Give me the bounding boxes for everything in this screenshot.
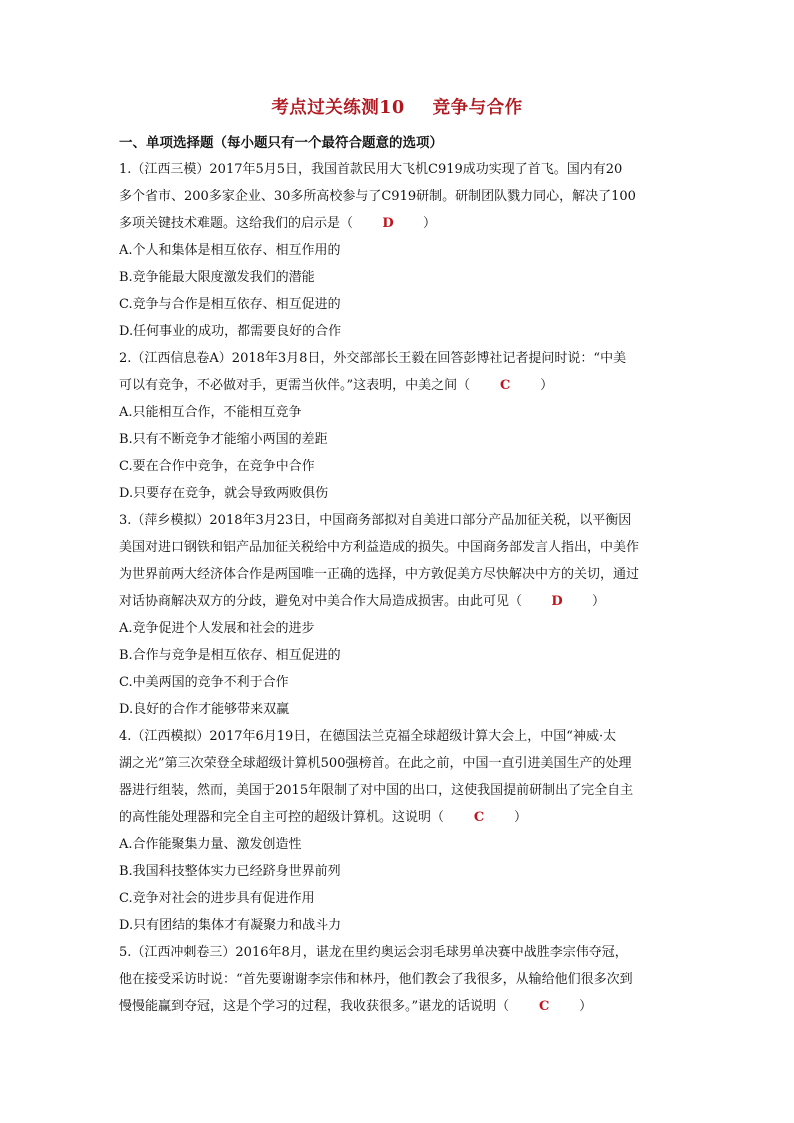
closing-paren: ） <box>540 378 554 393</box>
answer-mark: D <box>551 594 563 609</box>
question-list <box>119 156 681 1020</box>
question-stem-end <box>119 993 681 1020</box>
question-stem-line: 3.（萍乡模拟）2018年3月23日，中国商务部拟对自美进口部分产品加征关税，以平衡因 <box>119 513 632 528</box>
option-d: D.良好的合作才能够带来双赢 <box>119 702 290 717</box>
question-stem-end <box>119 372 681 399</box>
question-stem-line: 美国对进口钢铁和铝产品加征关税给中方利益造成的损失。中国商务部发言人指出，中美作 <box>119 540 640 555</box>
question-stem-line: 1.（江西三模）2017年5月5日，我国首款民用大飞机C919成功实现了首飞。国内有20 <box>119 162 623 177</box>
option-b: B.合作与竞争是相互依存、相互促进的 <box>119 648 341 663</box>
closing-paren: ） <box>423 216 437 231</box>
answer-mark: C <box>538 999 550 1014</box>
question-stem-line: 器进行组装，然而，美国于2015年限制了对中国的出口，这使我国提前研制出了完全自主 <box>119 783 634 798</box>
question-stem-line: 5.（江西冲刺卷三）2016年8月，谌龙在里约奥运会羽毛球男单决赛中战胜李宗伟夺冠， <box>119 945 628 960</box>
page-title-part1: 考点过关练测10 <box>271 98 405 118</box>
option-d: D.只要存在竞争，就会导致两败俱伤 <box>119 486 329 501</box>
question-stem-line: 湖之光”第三次荣登全球超级计算机500强榜首。在此之前，中国一直引进美国生产的处理 <box>119 756 632 771</box>
option-c: C.中美两国的竞争不利于合作 <box>119 675 289 690</box>
option-c: C.竞争对社会的进步具有促进作用 <box>119 891 315 906</box>
question-5 <box>119 939 681 1020</box>
option-d: D.只有团结的集体才有凝聚力和战斗力 <box>119 918 342 933</box>
option-b: B.只有不断竞争才能缩小两国的差距 <box>119 432 328 447</box>
option-a: A.个人和集体是相互依存、相互作用的 <box>119 243 341 258</box>
question-1 <box>119 156 681 345</box>
answer-mark: C <box>499 378 511 393</box>
option-b: B.竞争能最大限度激发我们的潜能 <box>119 270 315 285</box>
question-stem-line: 为世界前两大经济体合作是两国唯一正确的选择，中方敦促美方尽快解决中方的关切，通过 <box>119 567 640 582</box>
stem-text: 对话协商解决双方的分歧，避免对中美合作大局造成损害。由此可见（ <box>119 594 523 609</box>
stem-text: 多项关键技术难题。这给我们的启示是（ <box>119 216 354 231</box>
answer-mark: D <box>382 216 394 231</box>
option-c: C.竞争与合作是相互依存、相互促进的 <box>119 297 341 312</box>
question-stem-end <box>119 588 681 615</box>
stem-text: 慢慢能赢到夺冠，这是个学习的过程，我收获很多。”谌龙的话说明（ <box>119 999 510 1014</box>
question-2 <box>119 345 681 507</box>
page-title-part2: 竞争与合作 <box>432 98 523 118</box>
stem-text: 可以有竞争，不必做对手，更需当伙伴。”这表明，中美之间（ <box>119 378 471 393</box>
section-heading: 一、单项选择题（每小题只有一个最符合题意的选项） <box>119 135 443 151</box>
option-c: C.要在合作中竞争，在竞争中合作 <box>119 459 315 474</box>
question-stem-line: 2.（江西信息卷A）2018年3月8日，外交部部长王毅在回答彭博社记者提问时说：“中美 <box>119 351 627 366</box>
option-b: B.我国科技整体实力已经跻身世界前列 <box>119 864 341 879</box>
option-a: A.竞争促进个人发展和社会的进步 <box>119 621 315 636</box>
option-a: A.合作能聚集力量、激发创造性 <box>119 837 302 852</box>
closing-paren: ） <box>579 999 593 1014</box>
question-stem-line: 他在接受采访时说：“首先要谢谢李宗伟和林丹，他们教会了我很多，从输给他们很多次到 <box>119 972 633 987</box>
question-stem-end <box>119 804 681 831</box>
question-3 <box>119 507 681 723</box>
stem-text: 的高性能处理器和完全自主可控的超级计算机。这说明（ <box>119 810 445 825</box>
answer-mark: C <box>473 810 485 825</box>
question-stem-line: 4.（江西模拟）2017年6月19日，在德国法兰克福全球超级计算大会上，中国“神威·太 <box>119 729 617 744</box>
question-stem-end <box>119 210 681 237</box>
question-4 <box>119 723 681 939</box>
question-stem-line: 多个省市、200多家企业、30多所高校参与了C919研制。研制团队戮力同心，解决了100 <box>119 189 636 204</box>
option-d: D.任何事业的成功，都需要良好的合作 <box>119 324 342 339</box>
closing-paren: ） <box>514 810 528 825</box>
option-a: A.只能相互合作，不能相互竞争 <box>119 405 302 420</box>
closing-paren: ） <box>592 594 606 609</box>
page-title <box>0 94 794 119</box>
